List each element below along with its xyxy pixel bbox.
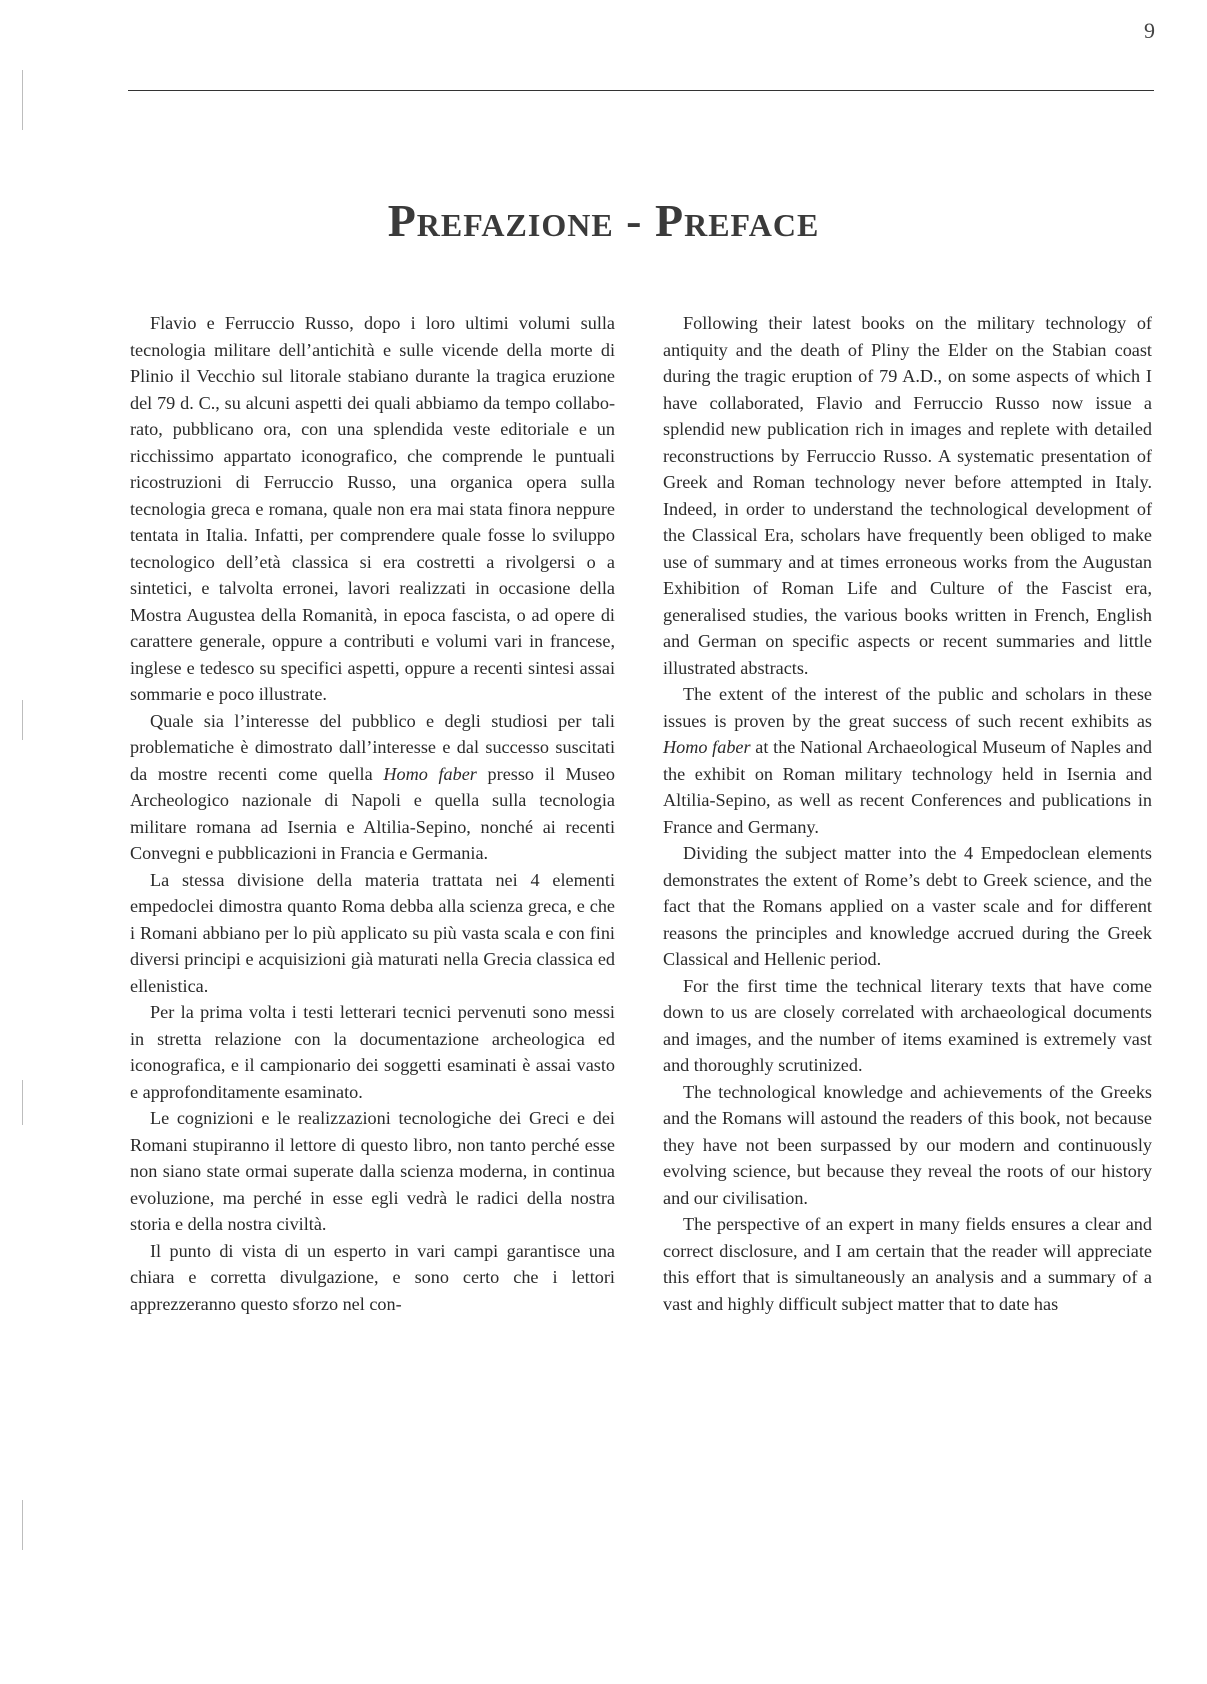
english-paragraph: The perspective of an expert in many fields ensures a clear and correct disclosure, and I am certain that the reader will appreciate this effort that is simultaneously an analysis and a summary of a vast and highly difficult subject matter that to date has [663, 1214, 1152, 1314]
italian-paragraph: Flavio e Ferruccio Russo, dopo i loro ultimi volumi sulla tecnologia militare dell’antichità e sulle vicende della morte di Plinio il Vecchio sul litorale stabiano durante la tragica eruzione del 79 d. C., su alcuni aspetti dei quali abbiamo da tempo collaborato, pubblicano ora, con una splendida veste editoriale e un ricchissimo appartato iconografico, che comprende le puntuali ricostruzioni di Ferruccio Russo, una organica opera sulla tecnologia greca e romana, quale non era mai stata finora neppure tentata in Italia. Infatti, per comprendere quale fosse lo sviluppo tecnologico dell’età classica si era costretti a rivolgersi o a sintetici, e talvolta erronei, lavori realizzati in occasione della Mostra Augustea della Romanità, in epoca fascista, o ad opere di carattere generale, oppure a contributi e volumi vari in francese, inglese e tedesco su specifici aspetti, oppure a recenti sintesi assai sommarie e poco illustrate. [130, 313, 615, 704]
italian-paragraph: Per la prima volta i testi letterari tecnici pervenuti sono messi in stretta relazione con la documentazione archeologica ed iconografica, e il campionario dei soggetti esaminati è assai vasto e approfonditamente esaminato. [130, 1002, 615, 1102]
scan-mark [22, 70, 23, 130]
scan-mark [22, 1080, 23, 1125]
english-column [663, 310, 1152, 1317]
english-paragraph: Dividing the subject matter into the 4 Empedoclean elements demonstrates the extent of Rome’s debt to Greek science, and the fact that the Romans applied on a vaster scale and for different reasons the principles and knowledge accrued during the Greek Classical and Hellenic period. [663, 843, 1152, 969]
scan-mark [22, 700, 23, 740]
scan-mark [22, 1500, 23, 1550]
italian-paragraph: La stessa divisione della materia trattata nei 4 elementi empedoclei dimostra quanto Roma debba alla scienza greca, e che i Romani abbiano per lo più applicato su più vasta scala e con fini diversi principi e acquisizioni già maturati nella Grecia classica ed ellenistica. [130, 869, 615, 996]
italian-paragraph: Quale sia l’interesse del pubblico e degli studiosi per tali problematiche è dimostrato dall’interesse e dal successo suscitati da mostre recenti come quella Homo faber presso il Museo Archeologico nazionale di Napoli e quella sulla tecnologia militare romana ad Isernia e Altilia-Sepino, nonché ai recenti Convegni e pubblicazioni in Francia e Germania. [130, 710, 615, 863]
english-paragraph: For the first time the technical literary texts that have come down to us are closely correlated with archaeological documents and images, and the number of items examined is extremely vast and thoroughly scrutinized. [663, 975, 1152, 1075]
italian-paragraph: Il punto di vista di un esperto in vari campi garantisce una chiara e corretta divulgazione, e sono certo che i lettori apprezzeranno questo sforzo nel con- [130, 1240, 615, 1314]
header-rule [128, 90, 1154, 91]
italian-paragraph: Le cognizioni e le realizzazioni tecnologiche dei Greci e dei Romani stupiranno il lettore di questo libro, non tanto perché esse non siano state ormai superate dalla scienza moderna, in continua evoluzione, ma perché in esse egli vedrà le radici della nostra storia e della nostra civiltà. [130, 1108, 615, 1234]
page-number: 9 [1144, 18, 1155, 43]
english-paragraph: The technological knowledge and achievements of the Greeks and the Romans will astound the readers of this book, not because they have not been surpassed by our modern and continuously evolving science, but because they reveal the roots of our history and our civilisation. [663, 1081, 1152, 1208]
italian-column [130, 310, 615, 1317]
page-title: Prefazione - Preface [387, 194, 820, 246]
english-paragraph: Following their latest books on the military technology of antiquity and the death of Pliny the Elder on the Stabian coast during the tragic eruption of 79 A.D., on some aspects of which I have collaborated, Flavio and Ferruccio Russo now issue a splendid new publication rich in images and replete with detailed reconstructions by Ferruccio Russo. A systematic presentation of Greek and Roman technology never before attempted in Italy. Indeed, in order to understand the technological development of the Classical Era, scholars have frequently been obliged to make use of summary and at times erroneous works from the Augustan Exhibition of Roman Life and Culture of the Fascist era, generalised studies, the various books written in French, English and German on specific aspects or recent summaries and little illustrated abstracts. [663, 313, 1152, 678]
english-paragraph: The extent of the interest of the public and scholars in these issues is proven by the great success of such recent exhibits as Homo faber at the National Archaeological Museum of Naples and the exhibit on Roman military technology held in Isernia and Altilia-Sepino, as well as recent Conferences and publications in France and Germany. [663, 684, 1152, 837]
